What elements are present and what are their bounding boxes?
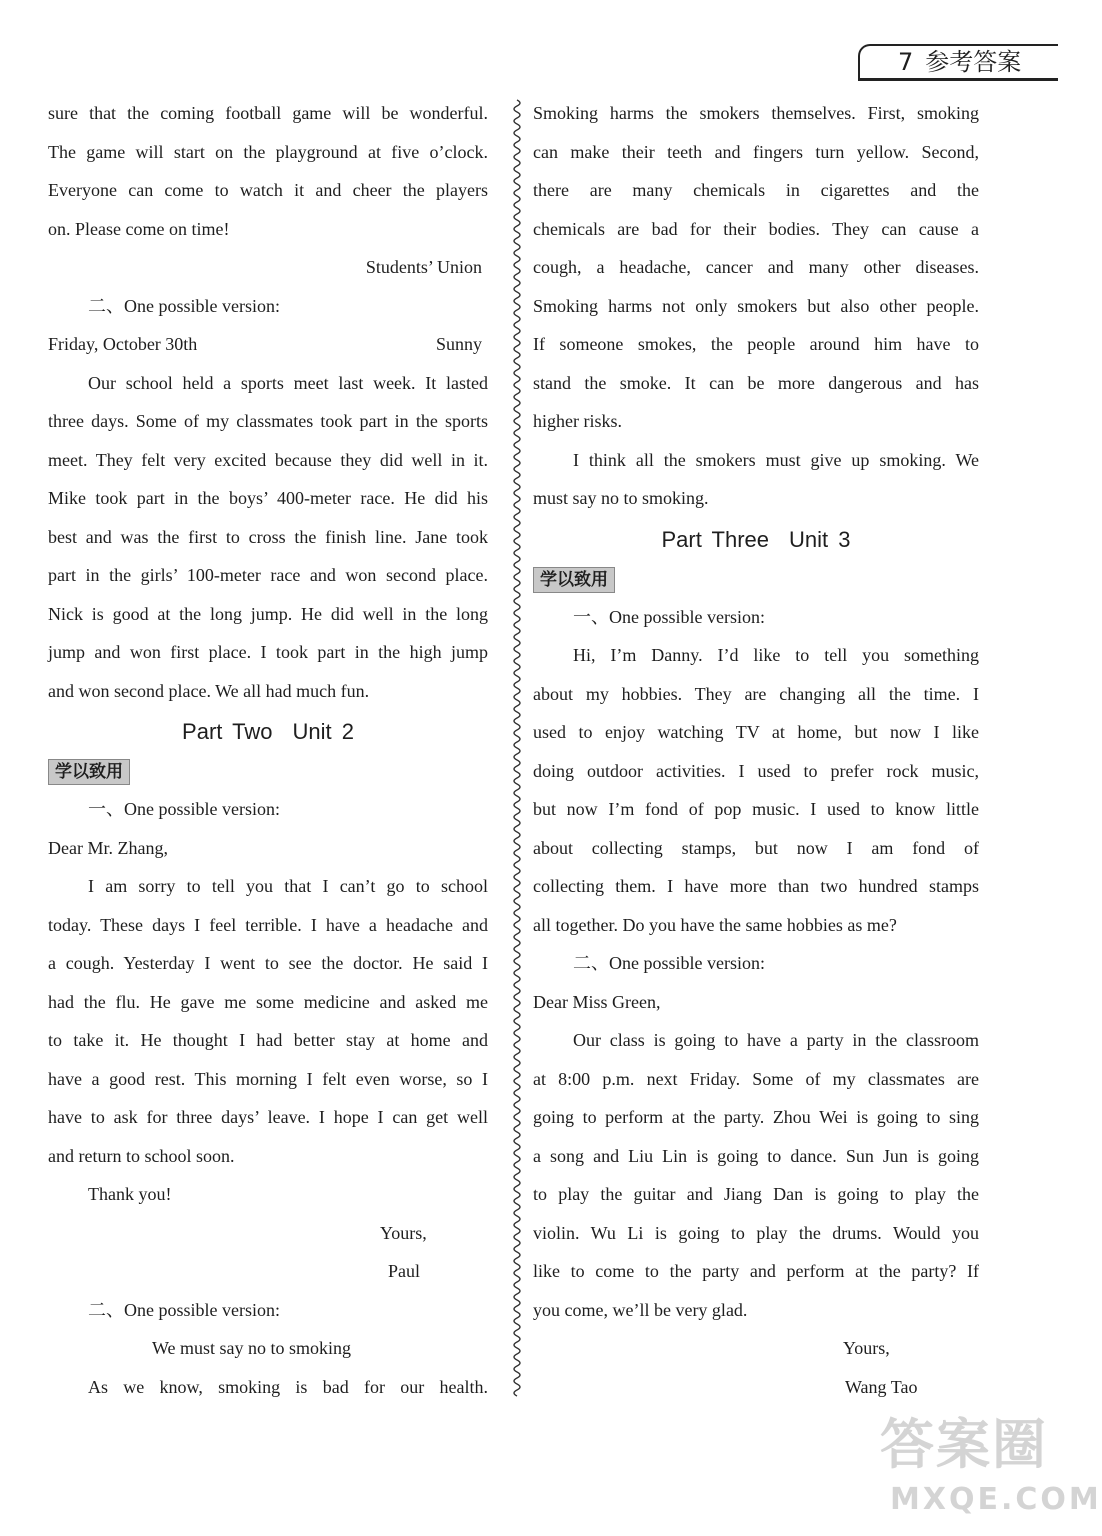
version-label: 二、One possible version: <box>88 1299 280 1320</box>
text-line: higher risks. <box>533 411 622 431</box>
text-line: I think all the smokers must give up smoking. We <box>573 449 979 470</box>
text-line: have a good rest. This morning I felt even worse, so I <box>48 1068 488 1089</box>
right-column <box>533 94 979 1406</box>
text-line: used to enjoy watching TV at home, but now I like <box>533 722 979 742</box>
text-line: about collecting stamps, but now I am fond of <box>533 837 979 858</box>
text-line: have to ask for three days’ leave. I hope I can get well <box>48 1107 488 1127</box>
text-line: sure that the coming football game will be wonderful. <box>48 103 488 123</box>
text-line: all together. Do you have the same hobbies as me? <box>533 914 897 935</box>
header-divider <box>858 78 1058 81</box>
text-line: there are many chemicals in cigarettes and the <box>533 180 979 200</box>
text-line: cough, a headache, cancer and many other diseases. <box>533 257 979 277</box>
text-line: The game will start on the playground at five o’clock. <box>48 141 488 162</box>
essay-title: We must say no to smoking <box>152 1338 352 1358</box>
text-line: a song and Liu Lin is going to dance. Sun Jun is going <box>533 1145 979 1166</box>
part-label: Part Three <box>661 526 770 552</box>
text-line: Hi, I’m Danny. I’d like to tell you something <box>573 645 979 665</box>
text-line: I am sorry to tell you that I can’t go to school <box>88 876 488 896</box>
text-line: to play the guitar and Jiang Dan is going to play the <box>533 1184 979 1204</box>
notice-signature: Students’ Union <box>365 257 482 277</box>
text-line: three days. Some of my classmates took part in the sports <box>48 411 488 431</box>
text-line: can make their teeth and fingers turn yellow. Second, <box>533 141 979 162</box>
text-line: Mike took part in the boys’ 400-meter race. He did his <box>48 488 488 508</box>
text-line: If someone smokes, the people around him have to <box>533 334 979 354</box>
letter-greeting: Dear Miss Green, <box>533 991 661 1012</box>
watermark-logo <box>880 1410 1102 1530</box>
part-label: Part Two <box>182 719 273 744</box>
letter-thanks: Thank you! <box>88 1184 172 1204</box>
text-line: and won second place. We all had much fun. <box>48 680 370 701</box>
text-line: you come, we’ll be very glad. <box>533 1299 748 1320</box>
letter-name: Paul <box>388 1261 421 1281</box>
unit-label: Unit 2 <box>292 719 354 744</box>
text-line: jump and won first place. I took part in the high jump <box>48 642 488 662</box>
watermark-logo-text: 答案圈 <box>880 1413 1048 1476</box>
text-line: stand the smoke. It can be more dangerous and has <box>533 372 979 393</box>
text-line: like to come to the party and perform at the party? If <box>533 1261 979 1281</box>
letter-closing: Yours, <box>380 1222 427 1243</box>
letter-name: Wang Tao <box>845 1376 918 1397</box>
text-line: about my hobbies. They are changing all the time. I <box>533 683 979 704</box>
page-number: 7 <box>898 48 914 76</box>
header-title: 参考答案 <box>925 48 1022 76</box>
text-line: As we know, smoking is bad for our health. <box>88 1376 488 1397</box>
section-tag-label: 学以致用 <box>48 759 130 785</box>
text-line: Nick is good at the long jump. He did well in the long <box>48 603 488 624</box>
text-line: must say no to smoking. <box>533 488 709 508</box>
text-line: on. Please come on time! <box>48 218 230 239</box>
text-line: Our class is going to have a party in the classroom <box>573 1030 979 1050</box>
text-line: Everyone can come to watch it and cheer the players <box>48 180 488 200</box>
diary-header <box>48 325 488 364</box>
unit-label: Unit 3 <box>789 526 851 552</box>
text-line: at 8:00 p.m. next Friday. Some of my classmates are <box>533 1068 979 1089</box>
diary-date: Friday, October 30th <box>48 334 198 354</box>
letter-greeting: Dear Mr. Zhang, <box>48 837 168 858</box>
left-column <box>48 94 488 1406</box>
text-line: violin. Wu Li is going to play the drums. Would you <box>533 1222 979 1243</box>
text-line: today. These days I feel terrible. I have a headache and <box>48 914 488 935</box>
text-line: chemicals are bad for their bodies. They can cause a <box>533 218 979 239</box>
text-line: best and was the first to cross the finish line. Jane took <box>48 526 488 547</box>
page-header <box>858 44 1058 80</box>
version-label: 一、One possible version: <box>88 799 280 819</box>
version-label: 一、One possible version: <box>573 606 765 627</box>
text-line: Smoking harms not only smokers but also other people. <box>533 295 979 316</box>
text-line: and return to school soon. <box>48 1145 235 1166</box>
version-label: 二、One possible version: <box>573 953 765 973</box>
section-tag <box>48 754 488 790</box>
text-line: to take it. He thought I had better stay at home and <box>48 1030 488 1050</box>
part-two-heading <box>48 710 488 754</box>
text-line: a cough. Yesterday I went to see the doctor. He said I <box>48 953 488 973</box>
column-divider <box>508 100 526 1400</box>
text-line: Smoking harms the smokers themselves. First, smoking <box>533 103 979 123</box>
version-label: 二、One possible version: <box>88 295 280 316</box>
text-line: Our school held a sports meet last week. It lasted <box>88 372 488 393</box>
text-line: doing outdoor activities. I used to prefer rock music, <box>533 760 979 781</box>
section-tag-label: 学以致用 <box>533 567 615 593</box>
part-three-heading <box>533 518 979 562</box>
section-tag <box>533 562 979 598</box>
text-line: collecting them. I have more than two hundred stamps <box>533 876 979 896</box>
text-line: part in the girls’ 100-meter race and won second place. <box>48 565 488 585</box>
letter-closing: Yours, <box>843 1338 890 1358</box>
watermark-domain: MXQE.COM <box>890 1482 1102 1517</box>
text-line: meet. They felt very excited because they did well in it. <box>48 449 488 470</box>
text-line: had the flu. He gave me some medicine and asked me <box>48 991 488 1012</box>
diary-weather: Sunny <box>435 334 482 354</box>
text-line: going to perform at the party. Zhou Wei is going to sing <box>533 1107 979 1127</box>
text-line: but now I’m fond of pop music. I used to know little <box>533 799 979 819</box>
